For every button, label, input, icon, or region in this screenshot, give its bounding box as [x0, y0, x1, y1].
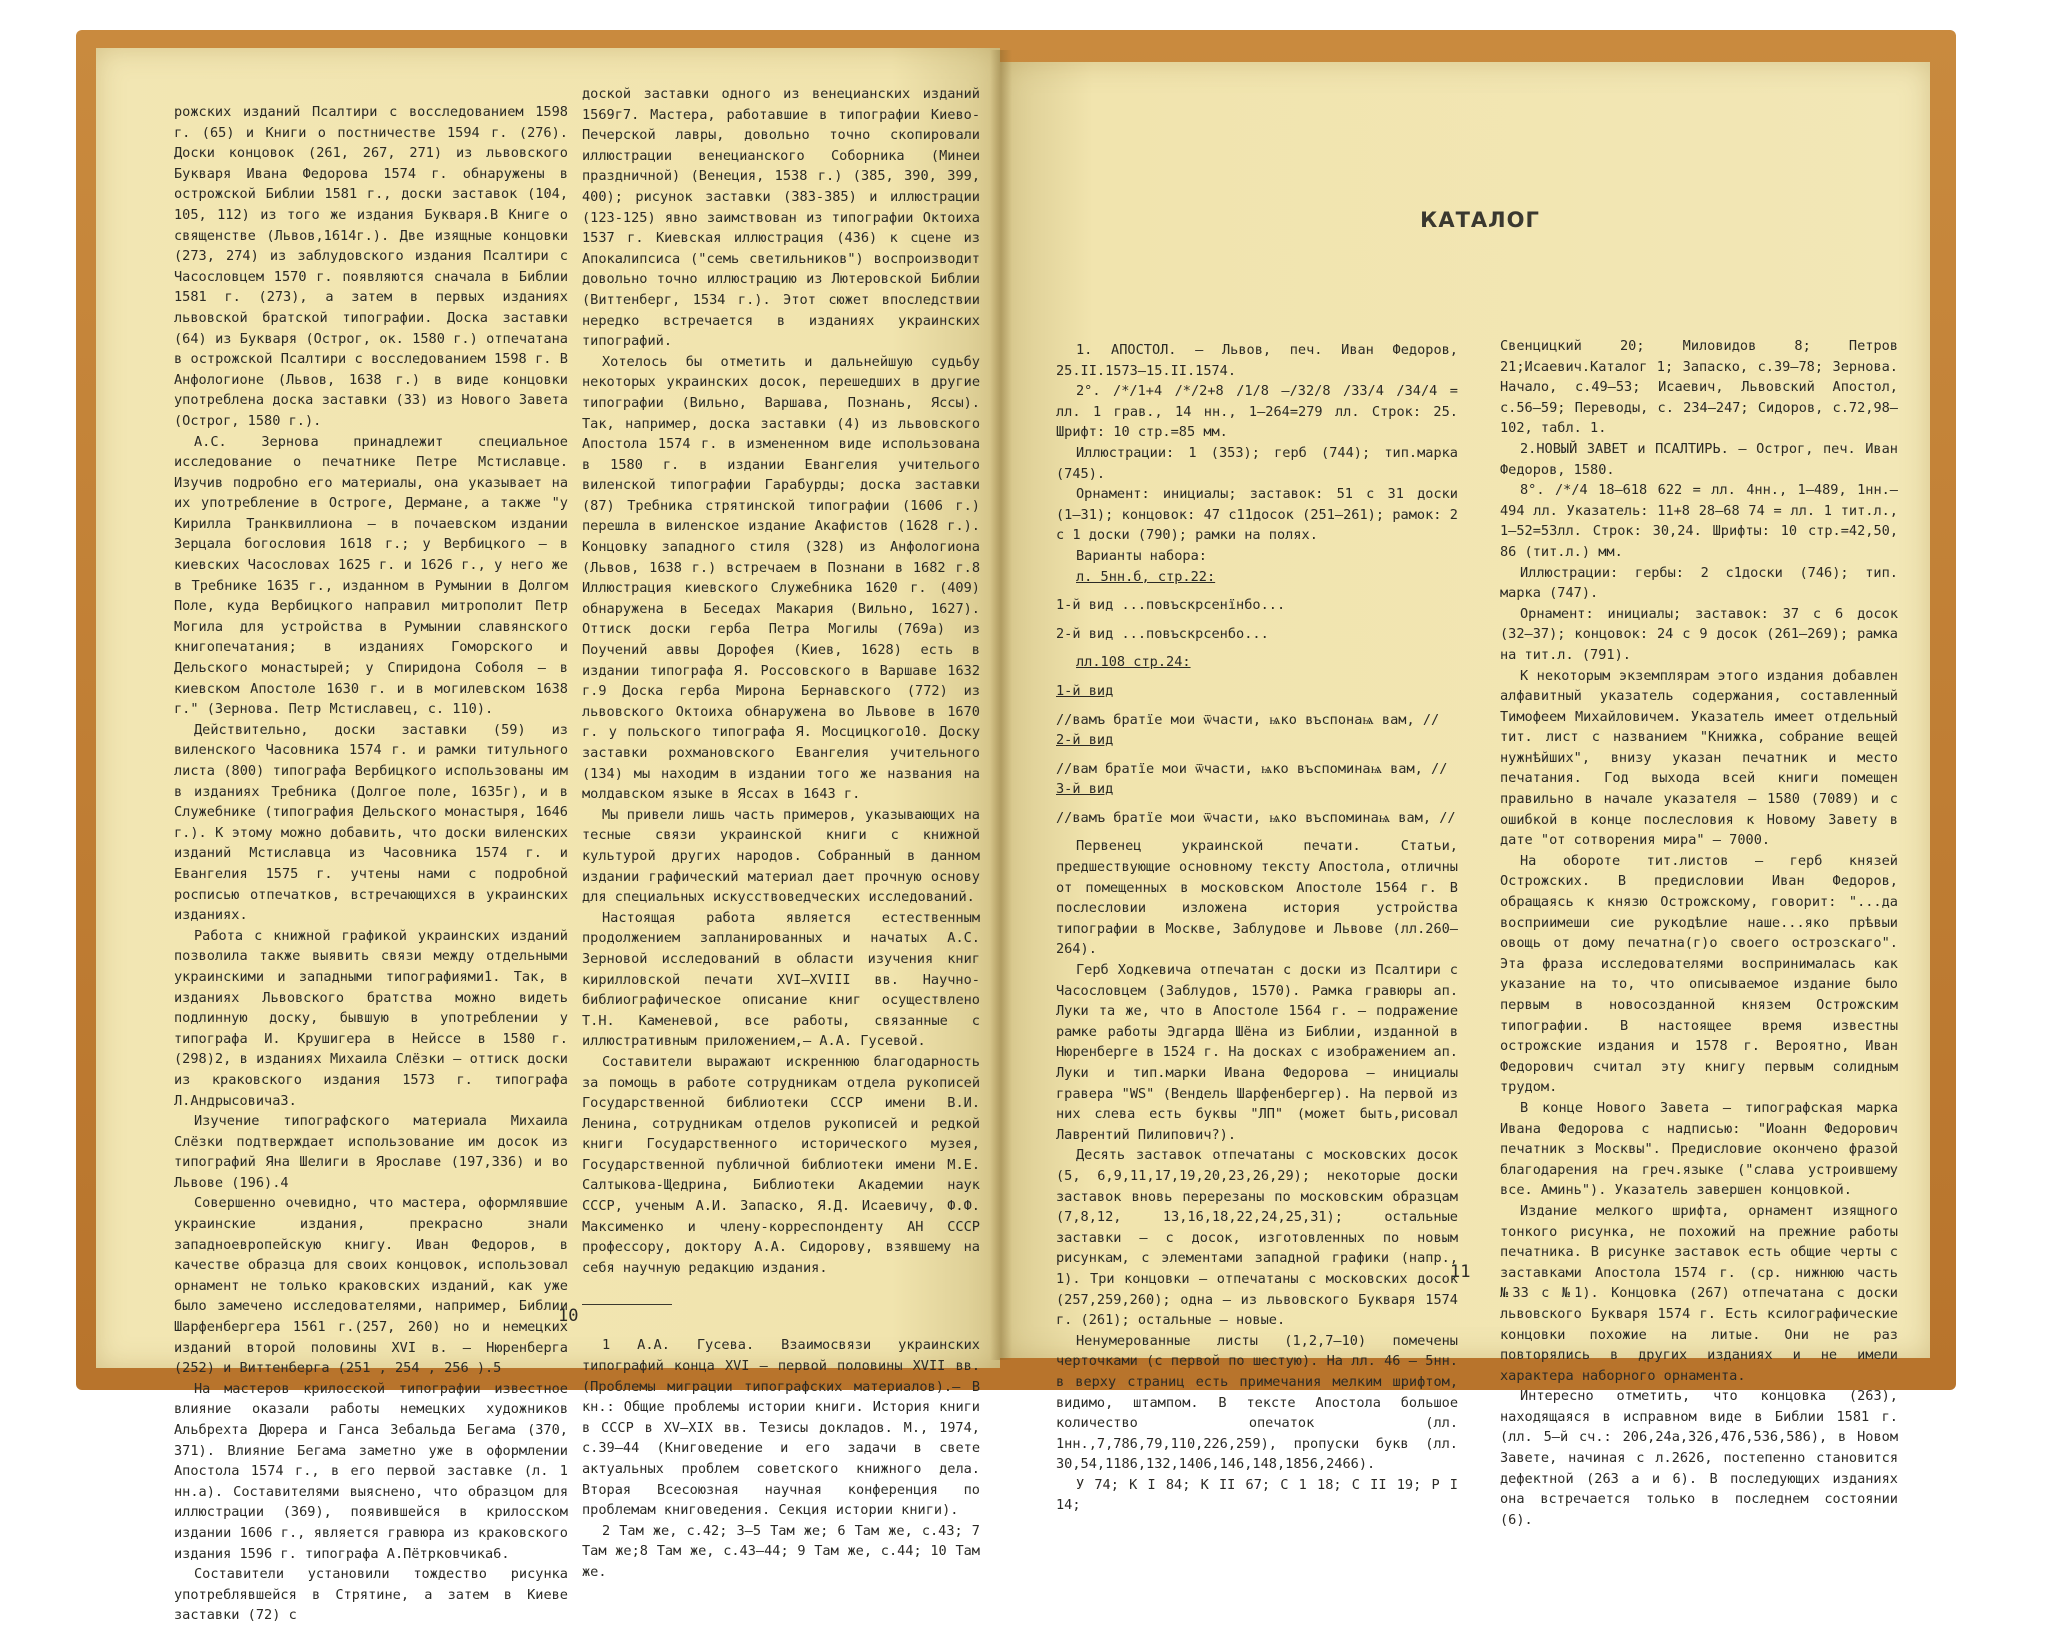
- paragraph: Изучение типографского материала Михаила Слёзки подтверждает использование им досок из типографий Яна Шелиги в Ярославе (197,336) и во Львове (196).4: [174, 1113, 568, 1191]
- right-column-2: [1500, 336, 1898, 1530]
- variant-ref: л. 5нн.б, стр.22:: [1076, 568, 1216, 585]
- page-title: КАТАЛОГ: [1420, 208, 1540, 232]
- paragraph: рожских изданий Псалтири с восследованием 1598 г. (65) и Книги о постничестве 1594 г. (276). Доски концовок (261, 267, 271) из львовского Букваря Ивана Федорова 1574 г. обнаружены в острожской Библии 1581 г., доски заставок (104, 105, 112) из того же издания Букваря.В Книге о священстве (Львов,1614г.). Две изящные концовки (273, 274) из заблудовского издания Псалтири с Часословцем 1570 г. появляются сначала в Библии 1581 г. (273), а затем в первых изданиях львовской братской типографии. Доска заставки (64) из Букваря (Острог, ок. 1580 г.) отпечатана в острожской Псалтири с восследованием 1598 г. В Анфологионе (Львов, 1638 г.) в виде концовки употреблена доска заставки (33) из Нового Завета (Острог, 1580 г.).: [174, 104, 568, 429]
- variant-label: 2-й вид: [1056, 732, 1114, 749]
- paragraph: Первенец украинской печати. Статьи, предшествующие основному тексту Апостола, отличны от помещенных в московском Апостоле 1564 г. В послесловии изложена история устройства типографии в Москве, Заблудове и Львове (лл.260–264).: [1056, 838, 1458, 958]
- right-column-1: [1056, 340, 1458, 1516]
- variant-line: 1-й вид ...повъскрсенїнбо...: [1056, 597, 1286, 614]
- entry-title: 1. АПОСТОЛ. – Львов, печ. Иван Федоров, 25.II.1573–15.II.1574.: [1056, 342, 1458, 379]
- variants-label: Варианты набора:: [1076, 547, 1207, 564]
- paragraph: К некоторым экземплярам этого издания добавлен алфавитный указатель содержания, составленный Тимофеем Михайловичем. Указатель имеет отдельный тит. лист с названием "Книжка, собрание вещей нужнѣйших", внизу указан печатник и место печатания. Год выхода всей книги помещен правильно в начале указателя – 1580 (7089) и с ошибкой в конце послесловия к Новому Завету в дате "от сотворения мира" – 7000.: [1500, 667, 1898, 849]
- paragraph: Интересно отметить, что концовка (263), находящаяся в исправном виде в Библии 1581 г. (лл. 5–й сч.: 206,24а,326,476,536,586), в Новом Завете, начиная с л.2626, постепенно становится дефектной (263 а и 6). В последующих изданиях она встречается только в последнем состоянии (6).: [1500, 1388, 1898, 1528]
- ornament: Орнамент: инициалы; заставок: 51 с 31 доски (1–31); концовок: 47 с11досок (251–261); рамок: 2 с 1 доски (790); рамки на полях.: [1056, 486, 1458, 544]
- variant-line: //вамъ братїе мои ѿчасти, ѩко въспонаѩ вам, //: [1056, 711, 1440, 728]
- left-page: [96, 48, 1000, 1624]
- illustrations: Иллюстрации: 1 (353); герб (744); тип.марка (745).: [1056, 444, 1458, 482]
- ornament: Орнамент: инициалы; заставок: 37 с 6 досок (32–37); концовок: 24 с 9 досок (261–269); рамка на тит.л. (791).: [1500, 605, 1898, 663]
- paragraph: Свенцицкий 20; Миловидов 8; Петров 21;Исаевич.Каталог 1; Запаско, с.39–78; Зернова. Начало, с.49–53; Исаевич, Львовский Апостол, с.56–59; Переводы, с. 234–247; Сидоров, с.72,98–102, табл. 1.: [1500, 338, 1898, 437]
- illustrations: Иллюстрации: гербы: 2 с1доски (746); тип. марка (747).: [1500, 564, 1898, 602]
- variant-label: 3-й вид: [1056, 781, 1114, 798]
- paragraph: Составители установили тождество рисунка употреблявшейся в Стрятине, а затем в Киеве заставки (72) с: [174, 1566, 568, 1624]
- footnote: 1 А.А. Гусева. Взаимосвязи украинских типографий конца XVI – первой половины XVII вв. (Проблемы миграции типографских материалов).– В кн.: Общие проблемы истории книги. История книги в СССР в XV–XIX вв. Тезисы докладов. М., 1974, с.39–44 (Книговедение и его задачи в свете актуальных проблем советского книжного дела. Вторая Всесоюзная научная конференция по проблемам книговедения. Секция истории книги).: [582, 1337, 980, 1519]
- variant-line: 2-й вид ...повъскрсенбо...: [1056, 625, 1269, 642]
- paragraph: Мы привели лишь часть примеров, указывающих на тесные связи украинской книги с книжной культурой других народов. Собранный в данном издании графический материал дает прочную основу для специальных искусствоведческих исследований.: [582, 806, 980, 906]
- paragraph: Издание мелкого шрифта, орнамент изящного тонкого рисунка, не похожий на прежние работы печатника. В рисунке заставок есть общие черты с заставками Апостола 1574 г. (ср. нижнюю часть №33 с №1). Концовка (267) отпечатана с доски львовского Букваря 1574 г. Есть ксилографические концовки похожие на литые. Они не раз повторялись в других изданиях и не имели характера наборного орнамента.: [1500, 1202, 1898, 1384]
- paragraph: В конце Нового Завета – типографская марка Ивана Федорова с надписью: "Иоанн Федорович печатник з Москвы". Предисловие окончено фразой благодарения на греч.языке ("слава устроившему все. Аминь"). Указатель завершен концовкой.: [1500, 1099, 1898, 1199]
- paragraph: А.С. Зернова принадлежит специальное исследование о печатнике Петре Мстиславце. Изучив подробно его материалы, она указывает на их употребление в Остроге, Дермане, а также "у Кирилла Транквиллиона – в почаевском издании Зерцала богословия 1618 г.; у Вербицкого – в киевских Часословах 1625 г. и 1626 г., у него же в Требнике 1635 г., изданном в Румынии в Долгом Поле, куда Вербицкого направил митрополит Петр Могила для устройства в Румынии славянского книгопечатания; в изданиях Гоморского и Дельского монастырей; у Спиридона Соболя – в киевском Апостоле 1630 г. и в могилевском 1638 г." (Зернова. Петр Мстиславец, с. 110).: [174, 433, 568, 718]
- variant-ref: лл.108 стр.24:: [1076, 654, 1191, 671]
- footnote: 2 Там же, с.42; 3–5 Там же; 6 Там же, с.43; 7 Там же;8 Там же, с.43–44; 9 Там же, с.44; 10 Там же.: [582, 1522, 980, 1580]
- book-gutter: [990, 50, 1012, 1360]
- paragraph: Настоящая работа является естественным продолжением запланированных и начатых А.С. Зерновой исследований в области изучения книг кирилловской печати XVI–XVIII вв. Научно-библиографическое описание книг осуществлено Т.Н. Каменевой, все работы, связанные с иллюстративным приложением,– А.А. Гусевой.: [582, 909, 980, 1050]
- collation: 8°. /*/4 18–618 622 = лл. 4нн., 1–489, 1нн.– 494 лл. Указатель: 11+8 28–68 74 = лл. 1 тит.л., 1–52=53лл. Строк: 30,24. Шрифты: 10 стр.=42,50, 86 (тит.л.) мм.: [1500, 482, 1898, 560]
- paragraph: На обороте тит.листов – герб князей Острожских. В предисловии Иван Федоров, обращаясь к князю Острожскому, говорит: "...да восприимеши сие рукодѣлие наше...яко прѣвыи овощь от дому печатна(г)о своего острозскаго". Эта фраза исследователями воспринималась как указание на то, что описываемое издание было первым в новосозданной князем Острожским типографии. В настоящее время известны острожские издания и 1578 г. Вероятно, Иван Федорович считал эту книгу первым солидным трудом.: [1500, 852, 1898, 1096]
- left-column-1: [174, 102, 568, 1626]
- variant-line: //вамъ братїе мои ѿчасти, ѩко въспоминаѩ вам, //: [1056, 809, 1456, 826]
- right-page: [1000, 62, 1930, 1528]
- left-column-2: [582, 84, 980, 1583]
- paragraph: У 74; К I 84; К II 67; С 1 18; С II 19; Р I 14;: [1056, 1476, 1458, 1514]
- collation: 2°. /*/1+4 /*/2+8 /1/8 –/32/8 /33/4 /34/4 = лл. 1 грав., 14 нн., 1–264=279 лл. Строк: 25. Шрифт: 10 стр.=85 мм.: [1056, 383, 1458, 441]
- footnote-divider: [582, 1304, 672, 1305]
- page-number: 10: [558, 1306, 579, 1326]
- paragraph: Ненумерованные листы (1,2,7–10) помечены черточками (с первой по шестую). На лл. 46 – 5нн. в верху страниц есть примечания мелким шрифтом, видимо, штампом. В тексте Апостола большое количество опечаток (лл. 1нн.,7,786,79,110,226,259), пропуски букв (лл. 30,54,1186,132,1406,146,148,1856,2466).: [1056, 1332, 1458, 1473]
- page-number: 11: [1450, 1262, 1471, 1282]
- paragraph: Совершенно очевидно, что мастера, оформлявшие украинские издания, прекрасно знали западноевропейскую книгу. Иван Федоров, в качестве образца для своих концовок, использовал орнамент не только краковских изданий, как уже было замечено исследователями, например, Библии Шарфенбергера 1561 г.(257, 260) но и немецких изданий второй половины XVI в. – Нюренберга (252) и Виттенберга (251 , 254 , 256 ).5: [174, 1195, 568, 1377]
- paragraph: Десять заставок отпечатаны с московских досок (5, 6,9,11,17,19,20,23,26,29); некоторые доски заставок вновь перерезаны по московским образцам (7,8,12, 13,16,18,22,24,25,31); остальные заставки – с досок, изготовленных по новым рисункам, с элементами западной графики (напр., 1). Три концовки – отпечатаны с московских досок (257,259,260); одна – из львовского Букваря 1574 г. (261); остальные – новые.: [1056, 1147, 1458, 1329]
- entry-title: 2.НОВЫЙ ЗАВЕТ и ПСАЛТИРЬ. – Острог, печ. Иван Федоров, 1580.: [1500, 440, 1898, 478]
- variant-label: 1-й вид: [1056, 682, 1114, 699]
- paragraph: Действительно, доски заставки (59) из виленского Часовника 1574 г. и рамки титульного листа (800) типографа Вербицкого использованы им в изданиях Требника (Долгое поле, 1635г), и в Служебнике (типография Дельского монастыря, 1646 г.). К этому можно добавить, что доски виленских изданий Мстиславца из Часовника 1574 г. и Евангелия 1575 г. учтены нами с подробной росписью отпечатков, встречающихся в украинских изданиях.: [174, 721, 568, 924]
- paragraph: доской заставки одного из венецианских изданий 1569г7. Мастера, работавшие в типографии Киево-Печерской лавры, довольно точно скопировали иллюстрации венецианского Соборника (Минеи праздничной) (Венеция, 1538 г.) (385, 390, 399, 400); рисунок заставки (383-385) и иллюстрации (123-125) явно заимствован из типографии Октоиха 1537 г. Киевская иллюстрация (436) к сцене из Апокалипсиса ("семь светильников") воспроизводит довольно точно иллюстрацию из Лютеровской Библии (Виттенберг, 1534 г.). Этот сюжет впоследствии нередко встречается в изданиях украинских типографий.: [582, 86, 980, 350]
- paragraph: Составители выражают искреннюю благодарность за помощь в работе сотрудникам отдела рукописей Государственной библиотеки СССР имени В.И. Ленина, сотрудникам отделов рукописей и редкой книги Государственного исторического музея, Государственной публичной библиотеки имени М.Е. Салтыкова-Щедрина, Библиотеки Академии наук СССР, ученым А.И. Запаско, Я.Д. Исаевичу, Ф.Ф. Максименко и члену-корреспонденту АН СССР профессору, доктору А.А. Сидорову, взявшему на себя научную редакцию издания.: [582, 1053, 980, 1276]
- paragraph: Работа с книжной графикой украинских изданий позволила также выявить связи между отдельными украинскими и западными типографиями1. Так, в изданиях Львовского братства можно видеть подлинную доску, бывшую в употреблении у типографа И. Крушигера в Нейссе в 1580 г. (298)2, в изданиях Михаила Слёзки – оттиск доски из краковского издания 1573 г. типографа Л.Андрысовича3.: [174, 927, 568, 1109]
- paragraph: Герб Ходкевича отпечатан с доски из Псалтири с Часословцем (Заблудов, 1570). Рамка гравюры ап. Луки та же, что в Апостоле 1564 г. – подражение рамке работы Эдгарда Шёна из Библии, изданной в Нюренберге в 1524 г. На досках с изображением ап. Луки и тип.марки Ивана Федорова – инициалы гравера "WS" (Вендель Шарфенбергер). На первой из них слева есть буквы "ЛП" (может быть,рисовал Лаврентий Пилипович?).: [1056, 962, 1458, 1143]
- variant-line: //вам братїе мои ѿчасти, ѩко въспоминаѩ вам, //: [1056, 760, 1448, 777]
- paragraph: Хотелось бы отметить и дальнейшую судьбу некоторых украинских досок, перешедших в другие типографии (Вильно, Варшава, Познань, Яссы). Так, например, доска заставки (4) из львовского Апостола 1574 г. в измененном виде использована в 1580 г. в издании Евангелия учителього виленской типографии Гарабурды; доска заставки (87) Требника стрятинской типографии (1606 г.) перешла в виленское издание Акафистов (1628 г.). Концовку западного стиля (328) из Анфологиона (Львов, 1638 г.) встречаем в Познани в 1682 г.8 Иллюстрация киевского Служебника 1620 г. (409) обнаружена в Беседах Макария (Вильно, 1627). Оттиск доски герба Петра Могилы (769а) из Поучений аввы Дорофея (Киев, 1628) есть в издании типографа Я. Россовского в Варшаве 1632 г.9 Доска герба Мирона Бернавского (772) из львовского Октоиха обнаружена во Львове в 1670 г. у польского типографа Я. Мосцицкого10. Доску заставки рохмановского Евангелия учительного (134) мы находим в издании того же названия на молдавском языке в Яссах в 1643 г.: [582, 353, 980, 803]
- paragraph: На мастеров крилосской типографии известное влияние оказали работы немецких художников Альбрехта Дюрера и Ганса Зебальда Бегама (370, 371). Влияние Бегама заметно уже в оформлении Апостола 1574 г., в его первой заставке (л. 1 нн.а). Составителями выяснено, что образцом для иллюстрации (369), появившейся в крилосском издании 1606 г., является гравюра из краковского издания 1596 г. типографа А.Пётрковчика6.: [174, 1380, 568, 1562]
